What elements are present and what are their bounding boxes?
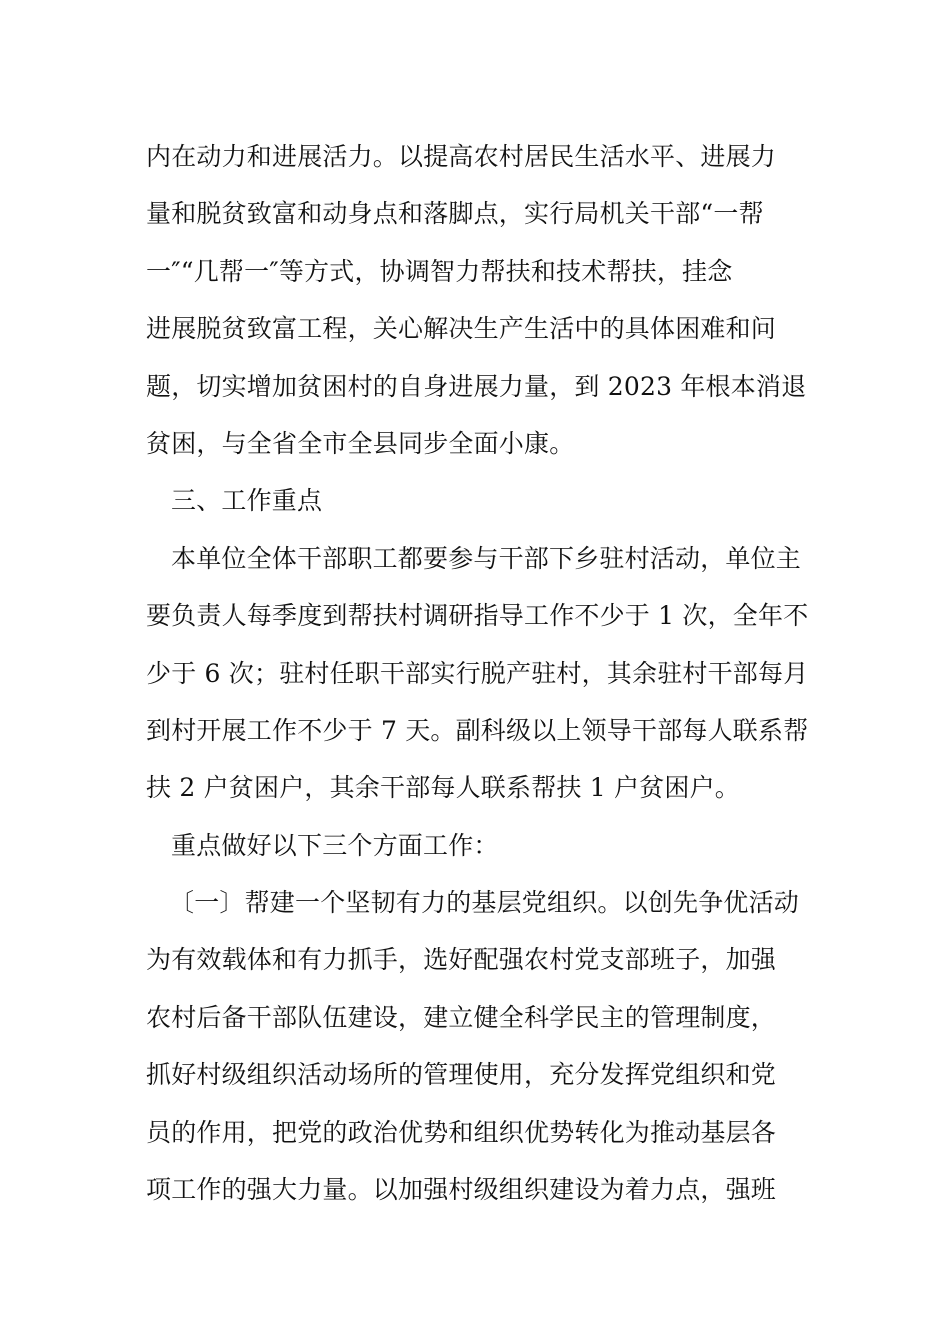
body-text — [146, 128, 816, 1218]
text-line: 员的作用，把党的政治优势和组织优势转化为推动基层各 — [146, 1117, 777, 1147]
subsection-heading-line: 〔一〕帮建一个坚韧有力的基层党组织。以创先争优活动 — [169, 888, 800, 918]
paragraph-start-line: 本单位全体干部职工都要参与干部下乡驻村活动，单位主 — [171, 543, 802, 573]
text-line: 进展脱贫致富工程，关心解决生产生活中的具体困难和问 — [146, 314, 777, 344]
text-line: 内在动力和进展活力。以提高农村居民生活水平、进展力 — [146, 142, 777, 171]
text-line: 贫困，与全省全市全县同步全面小康。 — [146, 428, 575, 458]
paragraph-start-line: 重点做好以下三个方面工作： — [171, 830, 499, 860]
text-line: 少于 6 次；驻村任职干部实行脱产驻村，其余驻村干部每月 — [146, 658, 809, 688]
text-line: 项工作的强大力量。以加强村级组织建设为着力点，强班 — [146, 1175, 777, 1205]
text-line: 抓好村级组织活动场所的管理使用，充分发挥党组织和党 — [146, 1060, 777, 1090]
text-line: 扶 2 户贫困户，其余干部每人联系帮扶 1 户贫困户。 — [146, 773, 741, 803]
text-line: 农村后备干部队伍建设，建立健全科学民主的管理制度， — [146, 1002, 777, 1032]
text-line: 量和脱贫致富和动身点和落脚点，实行局机关干部“一帮 — [146, 199, 764, 229]
text-line: 为有效载体和有力抓手，选好配强农村党支部班子，加强 — [146, 945, 777, 975]
text-line: 一″“几帮一″等方式，协调智力帮扶和技术帮扶，挂念 — [146, 256, 733, 286]
section-heading: 三、工作重点 — [171, 486, 323, 516]
text-line: 题，切实增加贫困村的自身进展力量，到 2023 年根本消退 — [146, 371, 807, 401]
text-line: 到村开展工作不少于 7 天。副科级以上领导干部每人联系帮 — [146, 715, 809, 745]
text-line: 要负责人每季度到帮扶村调研指导工作不少于 1 次，全年不 — [146, 601, 809, 631]
